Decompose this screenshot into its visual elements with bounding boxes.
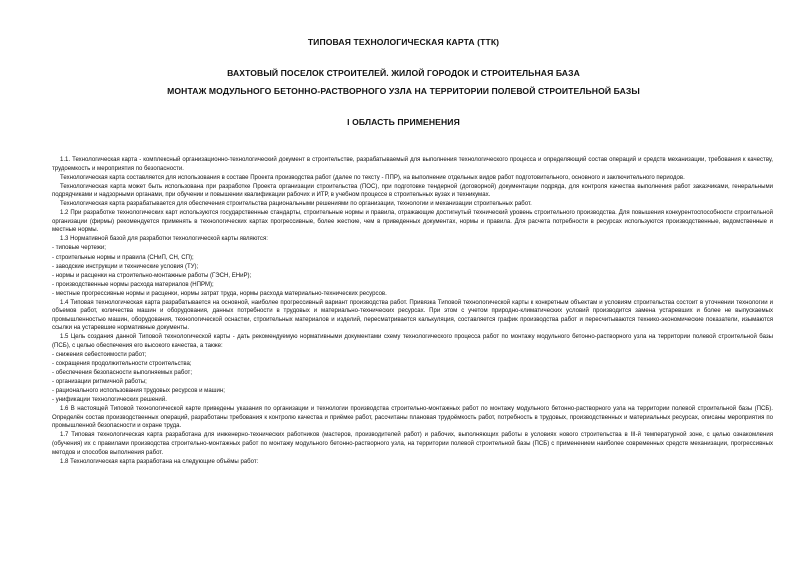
paragraph-1-8: 1.8 Технологическая карта разработана на следующие объёмы работ: [60, 458, 259, 465]
paragraph: Технологическая карта может быть использована при разработке Проекта организации строительства (ПОС), при подготовке тендерной (договорной) документации подряда, для контроля качества выполнения работ заказчиками, генеральными подрядчиками и надзорными органами, при обучении и повышении квалификации рабочих и ИТР, в учебном процессе в строительных вузах и техникумах. [52, 183, 773, 199]
list-item: - обеспечения безопасности выполняемых работ; [52, 370, 193, 377]
paragraph-1-5: 1.5 Цель создания данной Типовой технологической карты - дать рекомендуемую нормативными документами схему технологического процесса работ по монтажу модульного бетонно-растворного узла на территории полевой строительной базы (ПСБ), с целью обеспечения его высокого качества, а также: [52, 334, 773, 349]
list-item: - рационального использования трудовых ресурсов и машин; [52, 388, 225, 395]
list-item: - сокращения продолжительности строительства; [52, 361, 192, 368]
list-item: - местные прогрессивные нормы и расценки, нормы затрат труда, нормы расхода материально-технических ресурсов. [52, 290, 387, 297]
list-item: - нормы и расценки на строительно-монтажные работы (ГЭСН, ЕНиР); [52, 272, 252, 279]
section-heading: I ОБЛАСТЬ ПРИМЕНЕНИЯ [347, 117, 460, 127]
paragraph-1-4: 1.4 Типовая технологическая карта разрабатывается на основной, наиболее прогрессивный вариант производства работ. Привязка Типовой технологической карты к конкретным объектам и условиям строительства состоит в уточнении технологии и объемов работ, количества машин и оборудования, данных потребности в трудовых и материально-технических ресурсах. При этом с учетом природно-климатических условий производится замена устаревших и более не выпускаемых промышленностью машин, оборудования, технологической оснастки, строительных материалов и изделий, пересматривается калькуляция, составляется график производства работ и пересчитываются технико-экономические показатели, изымаются ссылки на устаревшие нормативные документы. [52, 299, 773, 332]
list-item: - производственные нормы расхода материалов (НПРМ); [52, 281, 214, 288]
paragraph-1-1: 1.1. Технологическая карта - комплексный организационно-технологический документ в строительстве, разрабатываемый для выполнения технологического процесса и определяющий состав операций и средств механизации, требования к качеству, трудоемкость и мероприятия по безопасности. [52, 157, 773, 172]
document-subtitle-2: МОНТАЖ МОДУЛЬНОГО БЕТОННО-РАСТВОРНОГО УЗЛА НА ТЕРРИТОРИИ ПОЛЕВОЙ СТРОИТЕЛЬНОЙ БАЗЫ [167, 86, 640, 96]
document-subtitle-1: ВАХТОВЫЙ ПОСЕЛОК СТРОИТЕЛЕЙ. ЖИЛОЙ ГОРОДОК И СТРОИТЕЛЬНАЯ БАЗА [227, 68, 580, 78]
paragraph-1-7: 1.7 Типовая технологическая карта разработана для инженерно-технических работников (мастеров, производителей работ) и рабочих, выполняющих работы в условиях нового строительства в III-й температурной зоне, с целью ознакомления (обучения) их с правилами производства строительно-монтажных работ по монтажу модульного бетонно-растворного узла, на территории полевой строительной базы (ПСБ) с применением наиболее современных средств механизации, прогрессивных методов и способов выполнения работ. [52, 432, 773, 456]
paragraph-1-6: 1.6 В настоящей Типовой технологической карте приведены указания по организации и технологии производства строительно-монтажных работ по монтажу модульного бетонно-растворного узла на территории полевой строительной базы (ПСБ). Определён состав производственных операций, разработаны требования к контролю качества и приёмке работ, рассчитаны плановая трудоёмкость работ, потребность в трудовых, производственных и материальных ресурсах, описаны мероприятия по промышленной безопасности и охране труда. [52, 406, 773, 430]
list-item: - строительные нормы и правила (СНиП, СН, СП); [52, 254, 194, 261]
paragraph: Технологическая карта разрабатывается для обеспечения строительства рациональными решениями по организации, технологии и механизации строительных работ. [60, 201, 532, 208]
list-item: - снижения себестоимости работ; [52, 352, 147, 359]
list-item: - типовые чертежи; [52, 245, 106, 252]
list-item: - заводские инструкции и технические условия (ТУ); [52, 263, 199, 270]
document-title: ТИПОВАЯ ТЕХНОЛОГИЧЕСКАЯ КАРТА (ТТК) [307, 37, 500, 47]
list-item: - унификации технологических решений. [52, 397, 167, 404]
list-item: - организации ритмичной работы; [52, 379, 147, 386]
paragraph: Технологическая карта составляется для использования в составе Проекта производства работ (далее по тексту - ППР), на выполнение отдельных видов работ подготовительного, основного и заключительного периодов. [60, 174, 685, 181]
paragraph-1-2: 1.2 При разработке технологических карт используются государственные стандарты, строительные нормы и правила, отражающие достигнутый технический уровень строительного производства. Для повышения конкурентоспособности строительной организации (фирмы) рекомендуется применять в технологических картах прогрессивные, более жесткие, чем в приведенных документах, нормы и правила. Для расчета потребности в ресурсах используются производственные, ведомственные и местные нормы. [52, 210, 773, 234]
paragraph-1-3: 1.3 Нормативной базой для разработки технологической карты являются: [60, 236, 268, 243]
document-body [52, 156, 773, 467]
